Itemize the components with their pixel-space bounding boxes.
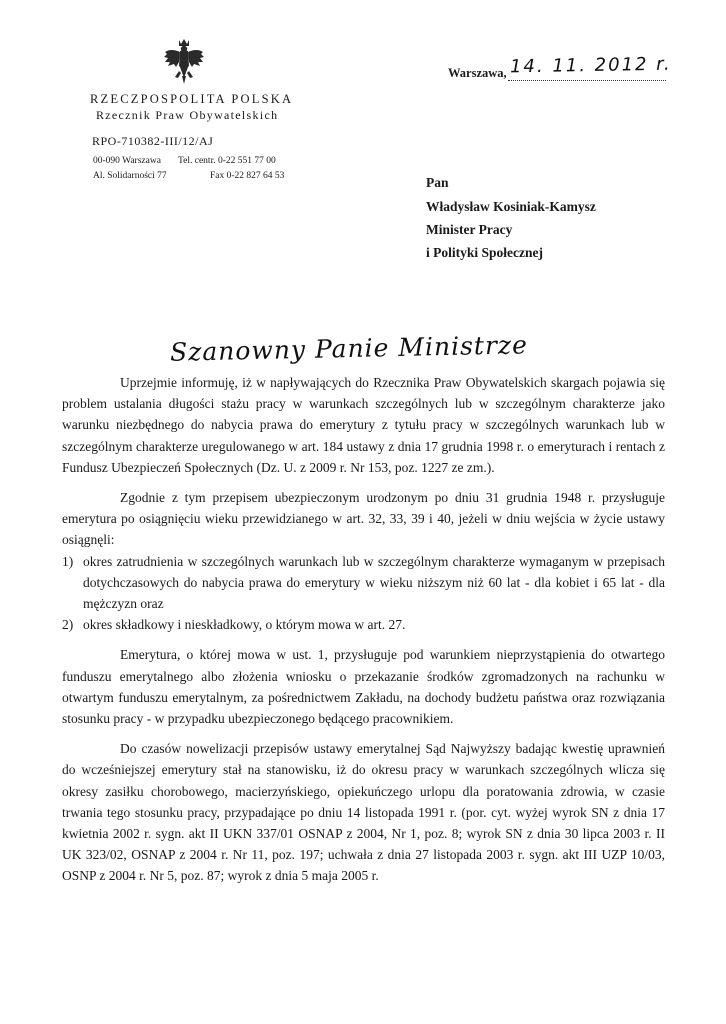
list-text: okres zatrudnienia w szczególnych warunkach lub w szczególnym charakterze wymaganym w przepisach dotychczasowych do nabycia prawa do emerytury w wieku niższym niż 60 lat - dla kobiet i 65 lat - dla mężczyzn oraz xyxy=(83,553,665,612)
address-line1: 00-090 Warszawa xyxy=(93,156,161,166)
handwritten-salutation: Szanowny Panie Ministrze xyxy=(169,330,529,367)
phone: Tel. centr. 0-22 551 77 00 xyxy=(178,156,276,166)
place-label: Warszawa, xyxy=(448,66,507,80)
list-item xyxy=(62,614,665,635)
list-number: 2) xyxy=(62,617,74,633)
recipient-ministry: i Polityki Społecznej xyxy=(426,245,543,260)
paragraph-3: Emerytura, o której mowa w ust. 1, przysługuje pod warunkiem nieprzystąpienia do otwartego funduszu emerytalnego albo złożenia wniosku o przekazanie środków zgromadzonych na rachunku w otwartym funduszu emerytalnym, za pośrednictwem Zakładu, na dochody budżetu państwa oraz rozwiązania stosunku pracy - w przypadku ubezpieczonego będącego pracownikiem. xyxy=(62,647,665,727)
reference-number: RPO-710382-III/12/AJ xyxy=(92,134,214,148)
list-number: 1) xyxy=(62,553,74,569)
list-text: okres składkowy i nieskładkowy, o którym mowa w art. 27. xyxy=(83,617,406,633)
office-name: Rzecznik Praw Obywatelskich xyxy=(96,108,279,122)
letter-body xyxy=(62,372,665,896)
recipient-position: Minister Pracy xyxy=(426,222,513,237)
fax: Fax 0-22 827 64 53 xyxy=(210,171,285,181)
eagle-emblem-icon xyxy=(163,38,205,86)
paragraph-4: Do czasów nowelizacji przepisów ustawy emerytalnej Sąd Najwyższy badając kwestię uprawnień do wcześniejszej emerytury stał na stanowisku, iż do okresu pracy w warunkach szczególnych wlicza się okresy zasiłku chorobowego, macierzyńskiego, opiekuńczego urlopu dla poratowania zdrowia, w czasie trwania tego stosunku pracy, przypadające po dniu 14 listopada 1991 r. (por. cyt. wyżej wyrok SN z dnia 17 kwietnia 2002 r. sygn. akt II UKN 337/01 OSNAP z 2004, Nr 1, poz. 8; wyrok SN z dnia 30 lipca 2003 r. II UK 323/02, OSNAP z 2004 r. Nr 11, poz. 197; uchwała z dnia 27 listopada 2003 r. sygn. akt III UZP 10/03, OSNP z 2004 r. Nr 5, poz. 87; wyrok z dnia 5 maja 2005 r. xyxy=(62,741,665,884)
address-line2: Al. Solidarności 77 xyxy=(93,171,167,181)
paragraph-2: Zgodnie z tym przepisem ubezpieczonym urodzonym po dniu 31 grudnia 1948 r. przysługuje emerytura po osiągnięciu wieku przewidzianego w art. 32, 33, 39 i 40, jeżeli w dniu wejścia w życie ustawy osiągnęli: xyxy=(62,490,665,548)
recipient-title: Pan xyxy=(426,175,449,190)
list-item xyxy=(62,551,665,615)
org-name: RZECZPOSPOLITA POLSKA xyxy=(90,92,294,106)
handwritten-date: 14. 11. 2012 r. xyxy=(509,53,672,78)
paragraph-1: Uprzejmie informuję, iż w napływających do Rzecznika Praw Obywatelskich skargach pojawia się problem ustalania długości stażu pracy w warunkach szczególnych lub w szczególnym charakterze jako warunku niezbędnego do nabycia prawa do emerytury z tytułu pracy w szczególnych warunkach lub w szczególnym charakterze uregulowanego w art. 184 ustawy z dnia 17 grudnia 1998 r. o emeryturach i rentach z Fundusz Ubezpieczeń Społecznych (Dz. U. z 2009 r. Nr 153, poz. 1227 ze zm.). xyxy=(62,375,665,475)
conditions-list xyxy=(62,551,665,636)
recipient-name: Władysław Kosiniak-Kamysz xyxy=(426,199,596,214)
